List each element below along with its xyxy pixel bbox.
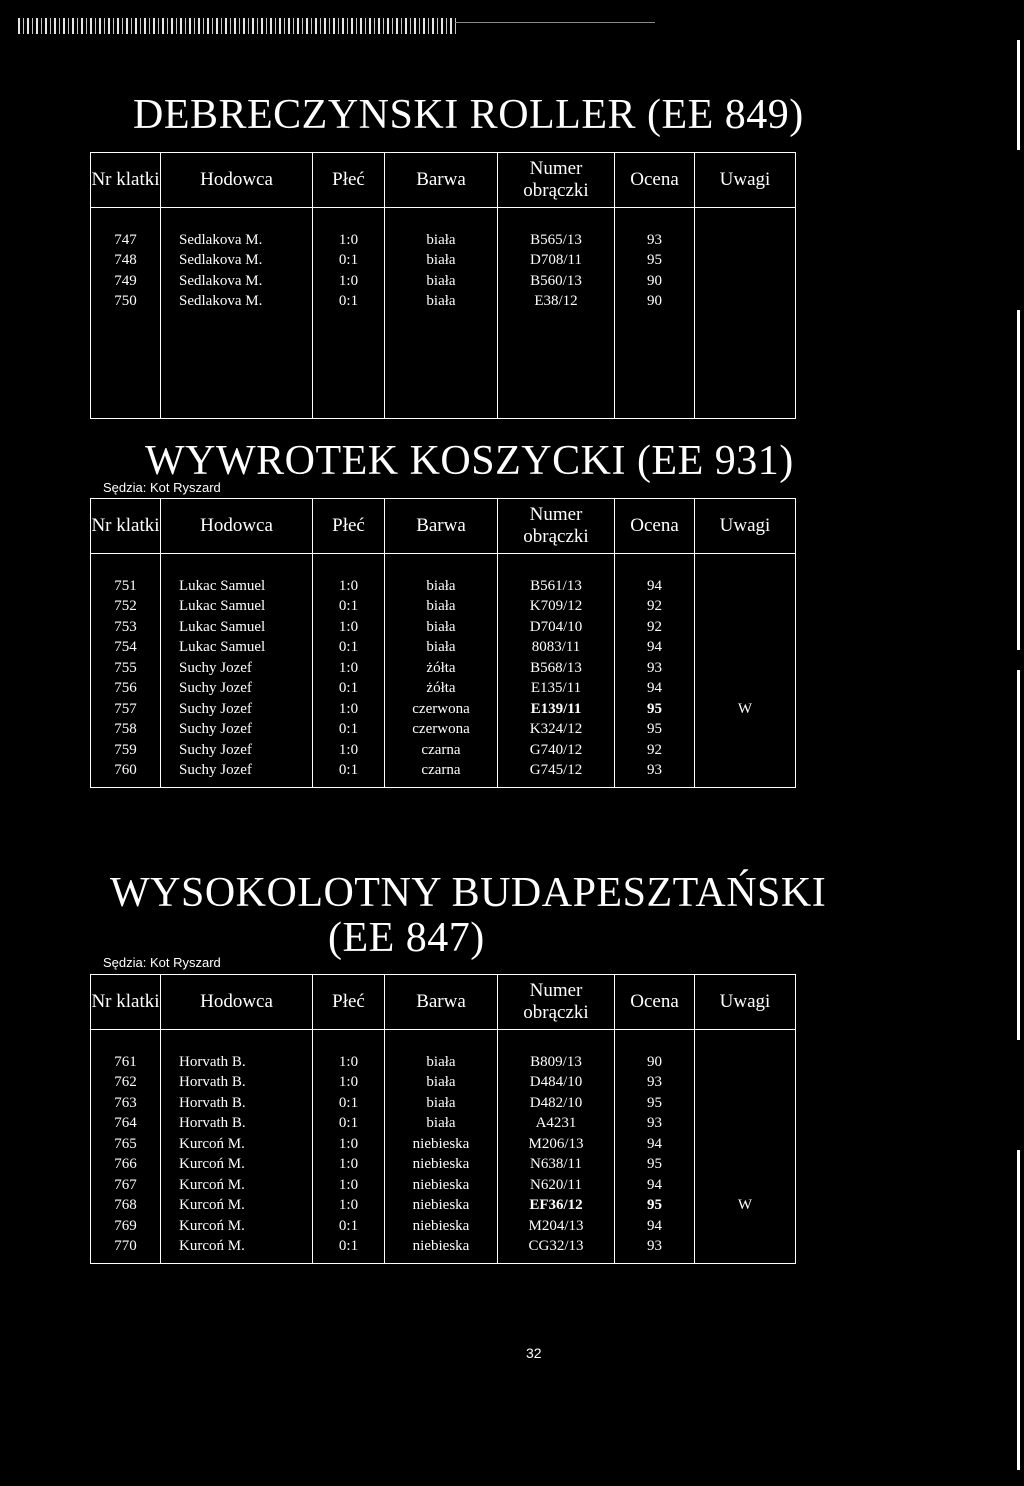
- cell-uwagi: [695, 230, 796, 251]
- table-row: [91, 720, 796, 741]
- cell-hodowca: Kurcoń M.: [161, 1155, 313, 1176]
- cell-hodowca: Lukac Samuel: [161, 576, 313, 597]
- cell-ocena: 93: [615, 761, 695, 782]
- cell-uwagi: [695, 617, 796, 638]
- cell-barwa: biała: [385, 638, 498, 659]
- cell-barwa: czarna: [385, 761, 498, 782]
- cell-barwa: niebieska: [385, 1155, 498, 1176]
- cell-hodowca: Lukac Samuel: [161, 617, 313, 638]
- column-header-hodowca: Hodowca: [161, 153, 313, 208]
- cell-uwagi: [695, 658, 796, 679]
- cell-nr: 750: [91, 292, 161, 313]
- cell-uwagi: [695, 638, 796, 659]
- cell-plec: 1:0: [313, 1155, 385, 1176]
- cell-barwa: biała: [385, 1073, 498, 1094]
- cell-numer: D484/10: [498, 1073, 615, 1094]
- cell-nr: 751: [91, 576, 161, 597]
- table-row: [91, 1196, 796, 1217]
- table-row: [91, 271, 796, 292]
- table-row: [91, 1052, 796, 1073]
- cell-plec: 0:1: [313, 679, 385, 700]
- column-header-plec: Płeć: [313, 499, 385, 554]
- cell-ocena: 93: [615, 1073, 695, 1094]
- column-header-barwa: Barwa: [385, 499, 498, 554]
- table-row: [91, 230, 796, 251]
- cell-ocena: 94: [615, 1175, 695, 1196]
- cell-plec: 1:0: [313, 576, 385, 597]
- cell-hodowca: Kurcoń M.: [161, 1237, 313, 1258]
- column-header-nr: Nr klatki: [91, 975, 161, 1030]
- cell-ocena: 93: [615, 658, 695, 679]
- cell-numer: M206/13: [498, 1134, 615, 1155]
- cell-ocena: 94: [615, 1216, 695, 1237]
- cell-plec: 1:0: [313, 1052, 385, 1073]
- cell-numer: D482/10: [498, 1093, 615, 1114]
- column-header-uwagi: Uwagi: [695, 975, 796, 1030]
- cell-numer: B568/13: [498, 658, 615, 679]
- table-row: [91, 1155, 796, 1176]
- cell-plec: 1:0: [313, 1073, 385, 1094]
- table-row: [91, 292, 796, 313]
- cell-uwagi: [695, 1093, 796, 1114]
- cell-uwagi: [695, 1073, 796, 1094]
- cell-numer: M204/13: [498, 1216, 615, 1237]
- cell-numer: K709/12: [498, 597, 615, 618]
- section-title: WYSOKOLOTNY BUDAPESZTAŃSKI: [110, 870, 827, 916]
- cell-uwagi: [695, 1155, 796, 1176]
- cell-numer: CG32/13: [498, 1237, 615, 1258]
- cell-hodowca: Horvath B.: [161, 1052, 313, 1073]
- cell-barwa: biała: [385, 617, 498, 638]
- cell-ocena: 95: [615, 699, 695, 720]
- results-table: [90, 974, 796, 1264]
- cell-hodowca: Kurcoń M.: [161, 1196, 313, 1217]
- column-header-hodowca: Hodowca: [161, 499, 313, 554]
- cell-nr: 748: [91, 251, 161, 272]
- cell-plec: 1:0: [313, 1175, 385, 1196]
- cell-numer: B565/13: [498, 230, 615, 251]
- scan-edge: [1017, 40, 1020, 150]
- results-table: [90, 152, 796, 419]
- page-number: 32: [526, 1345, 542, 1361]
- cell-nr: 770: [91, 1237, 161, 1258]
- cell-barwa: niebieska: [385, 1175, 498, 1196]
- column-header-numer: Numer obrączki: [498, 153, 615, 208]
- cell-numer: 8083/11: [498, 638, 615, 659]
- cell-hodowca: Kurcoń M.: [161, 1175, 313, 1196]
- cell-numer: B561/13: [498, 576, 615, 597]
- cell-nr: 757: [91, 699, 161, 720]
- judge-label: Sędzia: Kot Ryszard: [103, 480, 221, 495]
- cell-plec: 1:0: [313, 617, 385, 638]
- cell-uwagi: [695, 679, 796, 700]
- cell-uwagi: [695, 761, 796, 782]
- section-title-line2: (EE 847): [328, 915, 485, 961]
- table-row: [91, 1093, 796, 1114]
- cell-uwagi: [695, 1216, 796, 1237]
- column-header-plec: Płeć: [313, 975, 385, 1030]
- cell-uwagi: [695, 1175, 796, 1196]
- cell-ocena: 93: [615, 1114, 695, 1135]
- table-row: [91, 699, 796, 720]
- column-header-nr: Nr klatki: [91, 153, 161, 208]
- cell-nr: 755: [91, 658, 161, 679]
- cell-hodowca: Suchy Jozef: [161, 720, 313, 741]
- table-row: [91, 597, 796, 618]
- cell-uwagi: [695, 292, 796, 313]
- cell-nr: 768: [91, 1196, 161, 1217]
- table-header-row: [91, 975, 796, 1030]
- column-header-numer: Numer obrączki: [498, 499, 615, 554]
- cell-hodowca: Suchy Jozef: [161, 679, 313, 700]
- cell-ocena: 90: [615, 271, 695, 292]
- cell-ocena: 92: [615, 597, 695, 618]
- cell-ocena: 94: [615, 638, 695, 659]
- cell-nr: 754: [91, 638, 161, 659]
- cell-numer: G740/12: [498, 740, 615, 761]
- cell-barwa: niebieska: [385, 1216, 498, 1237]
- table-row: [91, 1216, 796, 1237]
- cell-barwa: czerwona: [385, 699, 498, 720]
- cell-plec: 0:1: [313, 292, 385, 313]
- cell-nr: 763: [91, 1093, 161, 1114]
- cell-barwa: biała: [385, 292, 498, 313]
- column-header-hodowca: Hodowca: [161, 975, 313, 1030]
- cell-uwagi: [695, 1052, 796, 1073]
- cell-plec: 0:1: [313, 1216, 385, 1237]
- cell-plec: 1:0: [313, 1134, 385, 1155]
- cell-plec: 0:1: [313, 1237, 385, 1258]
- cell-plec: 0:1: [313, 638, 385, 659]
- scan-edge: [1017, 1150, 1020, 1470]
- cell-plec: 0:1: [313, 251, 385, 272]
- cell-nr: 762: [91, 1073, 161, 1094]
- cell-numer: E139/11: [498, 699, 615, 720]
- cell-plec: 1:0: [313, 699, 385, 720]
- scan-artifact-line: [455, 22, 655, 23]
- cell-uwagi: [695, 251, 796, 272]
- cell-nr: 769: [91, 1216, 161, 1237]
- cell-barwa: biała: [385, 251, 498, 272]
- cell-nr: 758: [91, 720, 161, 741]
- cell-hodowca: Kurcoń M.: [161, 1216, 313, 1237]
- column-header-uwagi: Uwagi: [695, 153, 796, 208]
- cell-plec: 0:1: [313, 720, 385, 741]
- cell-numer: N620/11: [498, 1175, 615, 1196]
- table-row: [91, 251, 796, 272]
- cell-barwa: biała: [385, 1114, 498, 1135]
- cell-hodowca: Sedlakova M.: [161, 271, 313, 292]
- cell-uwagi: [695, 720, 796, 741]
- cell-plec: 1:0: [313, 658, 385, 679]
- table-row: [91, 1237, 796, 1258]
- cell-hodowca: Kurcoń M.: [161, 1134, 313, 1155]
- cell-hodowca: Suchy Jozef: [161, 658, 313, 679]
- cell-barwa: żółta: [385, 679, 498, 700]
- cell-plec: 0:1: [313, 761, 385, 782]
- cell-ocena: 90: [615, 1052, 695, 1073]
- cell-barwa: biała: [385, 576, 498, 597]
- cell-ocena: 95: [615, 1093, 695, 1114]
- scan-edge: [1017, 670, 1020, 1040]
- table-row: [91, 740, 796, 761]
- table-header-row: [91, 153, 796, 208]
- table-header-row: [91, 499, 796, 554]
- cell-nr: 764: [91, 1114, 161, 1135]
- cell-numer: N638/11: [498, 1155, 615, 1176]
- cell-barwa: czerwona: [385, 720, 498, 741]
- cell-numer: G745/12: [498, 761, 615, 782]
- cell-plec: 1:0: [313, 271, 385, 292]
- cell-barwa: niebieska: [385, 1134, 498, 1155]
- cell-barwa: biała: [385, 1052, 498, 1073]
- cell-plec: 0:1: [313, 1114, 385, 1135]
- cell-hodowca: Lukac Samuel: [161, 638, 313, 659]
- cell-hodowca: Lukac Samuel: [161, 597, 313, 618]
- cell-numer: B560/13: [498, 271, 615, 292]
- cell-hodowca: Sedlakova M.: [161, 292, 313, 313]
- cell-ocena: 93: [615, 230, 695, 251]
- cell-ocena: 94: [615, 1134, 695, 1155]
- cell-uwagi: [695, 271, 796, 292]
- cell-barwa: żółta: [385, 658, 498, 679]
- cell-ocena: 94: [615, 679, 695, 700]
- column-header-numer: Numer obrączki: [498, 975, 615, 1030]
- table-row: [91, 1073, 796, 1094]
- cell-barwa: biała: [385, 1093, 498, 1114]
- cell-uwagi: [695, 1114, 796, 1135]
- cell-ocena: 93: [615, 1237, 695, 1258]
- cell-nr: 765: [91, 1134, 161, 1155]
- cell-ocena: 95: [615, 251, 695, 272]
- cell-hodowca: Horvath B.: [161, 1073, 313, 1094]
- cell-plec: 1:0: [313, 230, 385, 251]
- cell-ocena: 90: [615, 292, 695, 313]
- cell-barwa: biała: [385, 230, 498, 251]
- results-table: [90, 498, 796, 788]
- cell-nr: 766: [91, 1155, 161, 1176]
- cell-hodowca: Horvath B.: [161, 1114, 313, 1135]
- cell-nr: 761: [91, 1052, 161, 1073]
- cell-nr: 747: [91, 230, 161, 251]
- cell-uwagi: W: [695, 1196, 796, 1217]
- cell-numer: A4231: [498, 1114, 615, 1135]
- cell-plec: 0:1: [313, 1093, 385, 1114]
- column-header-ocena: Ocena: [615, 499, 695, 554]
- cell-hodowca: Sedlakova M.: [161, 251, 313, 272]
- cell-nr: 760: [91, 761, 161, 782]
- table-row: [91, 617, 796, 638]
- table-row: [91, 761, 796, 782]
- table-row: [91, 658, 796, 679]
- table-row: [91, 576, 796, 597]
- column-header-barwa: Barwa: [385, 153, 498, 208]
- cell-nr: 749: [91, 271, 161, 292]
- cell-barwa: niebieska: [385, 1237, 498, 1258]
- cell-nr: 767: [91, 1175, 161, 1196]
- table-row: [91, 679, 796, 700]
- column-header-barwa: Barwa: [385, 975, 498, 1030]
- cell-ocena: 95: [615, 1196, 695, 1217]
- cell-ocena: 95: [615, 1155, 695, 1176]
- cell-nr: 752: [91, 597, 161, 618]
- cell-nr: 753: [91, 617, 161, 638]
- cell-hodowca: Suchy Jozef: [161, 740, 313, 761]
- scan-edge: [1017, 310, 1020, 650]
- section-title: WYWROTEK KOSZYCKI (EE 931): [145, 438, 794, 484]
- cell-numer: EF36/12: [498, 1196, 615, 1217]
- cell-numer: E38/12: [498, 292, 615, 313]
- cell-ocena: 92: [615, 617, 695, 638]
- cell-uwagi: [695, 1134, 796, 1155]
- cell-barwa: niebieska: [385, 1196, 498, 1217]
- cell-uwagi: [695, 740, 796, 761]
- cell-barwa: biała: [385, 597, 498, 618]
- column-header-plec: Płeć: [313, 153, 385, 208]
- table-row: [91, 1175, 796, 1196]
- cell-uwagi: [695, 1237, 796, 1258]
- table-row: [91, 638, 796, 659]
- cell-hodowca: Suchy Jozef: [161, 761, 313, 782]
- cell-plec: 0:1: [313, 597, 385, 618]
- cell-uwagi: W: [695, 699, 796, 720]
- cell-uwagi: [695, 576, 796, 597]
- cell-numer: D708/11: [498, 251, 615, 272]
- cell-hodowca: Sedlakova M.: [161, 230, 313, 251]
- cell-hodowca: Suchy Jozef: [161, 699, 313, 720]
- column-header-nr: Nr klatki: [91, 499, 161, 554]
- cell-barwa: czarna: [385, 740, 498, 761]
- judge-label: Sędzia: Kot Ryszard: [103, 955, 221, 970]
- cell-ocena: 94: [615, 576, 695, 597]
- cell-nr: 756: [91, 679, 161, 700]
- column-header-uwagi: Uwagi: [695, 499, 796, 554]
- cell-hodowca: Horvath B.: [161, 1093, 313, 1114]
- cell-ocena: 95: [615, 720, 695, 741]
- cell-numer: B809/13: [498, 1052, 615, 1073]
- cell-numer: K324/12: [498, 720, 615, 741]
- table-row: [91, 1134, 796, 1155]
- scan-artifact-strip: [18, 18, 458, 34]
- cell-numer: D704/10: [498, 617, 615, 638]
- cell-numer: E135/11: [498, 679, 615, 700]
- cell-plec: 1:0: [313, 1196, 385, 1217]
- cell-barwa: biała: [385, 271, 498, 292]
- cell-nr: 759: [91, 740, 161, 761]
- cell-plec: 1:0: [313, 740, 385, 761]
- column-header-ocena: Ocena: [615, 975, 695, 1030]
- section-title: DEBRECZYNSKI ROLLER (EE 849): [133, 92, 804, 138]
- table-row: [91, 1114, 796, 1135]
- cell-uwagi: [695, 597, 796, 618]
- cell-ocena: 92: [615, 740, 695, 761]
- column-header-ocena: Ocena: [615, 153, 695, 208]
